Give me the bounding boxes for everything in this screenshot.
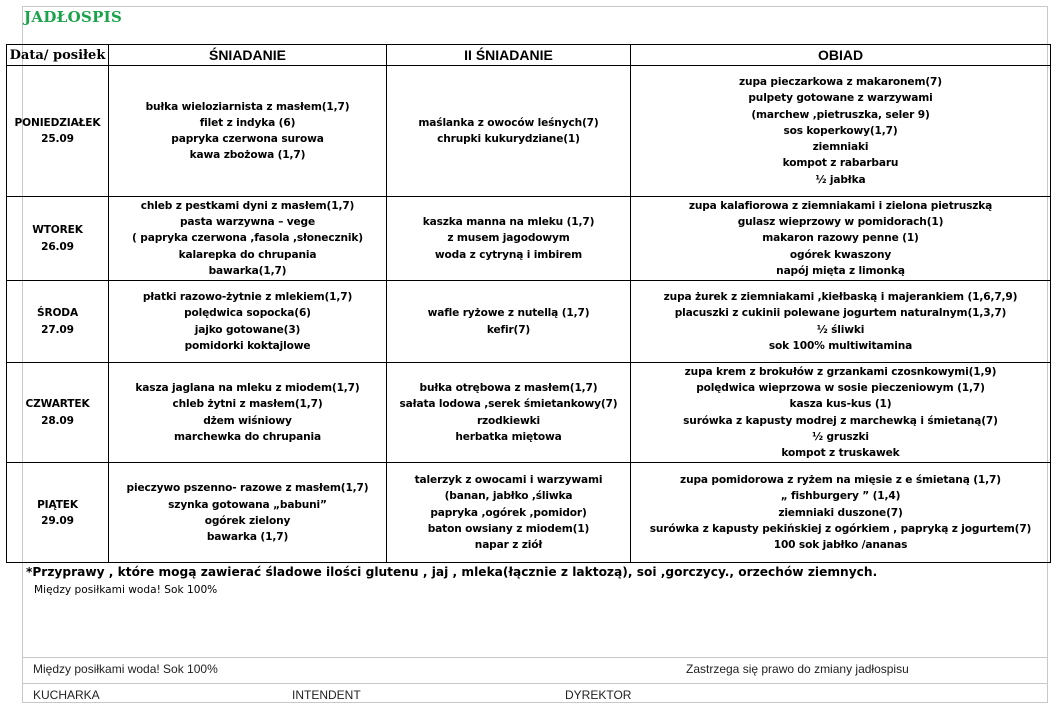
menu-item: ½ gruszki (812, 430, 869, 443)
day-date: 27.09 (41, 323, 74, 336)
menu-item: kawa zbożowa (1,7) (189, 149, 306, 162)
menu-item: bawarka (1,7) (206, 530, 289, 543)
menu-item: zupa pieczarkowa z makaronem(7) (739, 76, 942, 89)
menu-item: polędwica wieprzowa w sosie pieczeniowym (1,7) (696, 382, 985, 395)
menu-item: 100 sok jabłko /ananas (773, 539, 908, 552)
menu-item: bawarka(1,7) (208, 264, 287, 277)
day-name: PIĄTEK (37, 498, 78, 511)
second-breakfast-cell (387, 281, 631, 363)
breakfast-cell (109, 281, 387, 363)
day-cell (7, 66, 109, 197)
menu-item: papryka ,ogórek ,pomidor) (430, 506, 587, 519)
drinks-note: Między posiłkami woda! Sok 100% (34, 584, 218, 596)
menu-item: polędwica sopocka(6) (184, 307, 311, 320)
day-date: 28.09 (41, 414, 74, 427)
day-name: WTOREK (32, 224, 83, 237)
day-cell (7, 363, 109, 463)
day-date: 26.09 (41, 240, 74, 253)
header-row (7, 45, 1051, 66)
menu-item: papryka czerwona surowa (171, 133, 324, 145)
menu-item: surówka z kapusty pekińskiej z ogórkiem , papryką z jogurtem(7) (649, 522, 1032, 535)
day-cell (7, 281, 109, 363)
header-second-breakfast: II ŚNIADANIE (387, 45, 631, 66)
menu-item: płatki razowo-żytnie z mlekiem(1,7) (142, 291, 353, 304)
menu-item: bułka otrębowa z masłem(1,7) (419, 382, 598, 395)
menu-item: napój mięta z limonką (776, 264, 905, 277)
menu-item: (banan, jabłko ,śliwka (444, 490, 573, 503)
menu-item: pasta warzywna – vege (179, 216, 316, 229)
day-name: CZWARTEK (25, 398, 90, 411)
menu-item: zupa pomidorowa z ryżem na mięsie z e śmietaną (1,7) (680, 474, 1001, 487)
menu-item: sos koperkowy(1,7) (783, 124, 898, 137)
signature-cook: KUCHARKA (33, 688, 100, 702)
table-row (7, 463, 1051, 563)
menu-item: kompot z rabarbaru (782, 157, 899, 170)
menu-item: kaszka manna na mleku (1,7) (422, 216, 595, 229)
menu-item: ½ jabłka (815, 173, 866, 186)
menu-item: „ fishburgery ” (1,4) (780, 490, 901, 503)
menu-item: z musem jagodowym (447, 232, 570, 245)
table-row (7, 281, 1051, 363)
menu-item: surówka z kapusty modrej z marchewką i śmietaną(7) (683, 414, 998, 427)
menu-item: sałata lodowa ,serek śmietankowy(7) (399, 398, 618, 411)
menu-item: bułka wieloziarnista z masłem(1,7) (145, 100, 350, 113)
day-name: PONIEDZIAŁEK (14, 116, 101, 129)
menu-item: ½ śliwki (816, 323, 865, 336)
menu-item: talerzyk z owocami i warzywami (414, 474, 603, 487)
breakfast-cell (109, 66, 387, 197)
breakfast-cell (109, 363, 387, 463)
lunch-cell (631, 281, 1051, 363)
table-row (7, 66, 1051, 197)
change-note: Zastrzega się prawo do zmiany jadłospisu (686, 662, 909, 676)
day-date: 29.09 (41, 514, 74, 527)
menu-item: pulpety gotowane z warzywami (748, 92, 933, 105)
menu-item: zupa krem z brokułów z grzankami czosnkowymi(1,9) (684, 366, 997, 379)
menu-item: szynka gotowana „babuni” (168, 498, 327, 511)
table-row (7, 197, 1051, 281)
menu-item: pomidorki koktajlowe (184, 339, 311, 352)
menu-table (6, 44, 1051, 563)
header-day: Data/ posiłek (7, 45, 109, 66)
menu-item: napar z ziół (474, 539, 543, 552)
footer-divider (22, 657, 1048, 658)
day-cell (7, 463, 109, 563)
day-cell (7, 197, 109, 281)
menu-item: ( papryka czerwona ,fasola ,słonecznik) (132, 232, 363, 245)
signature-quartermaster: INTENDENT (292, 688, 361, 702)
signature-divider (22, 683, 1048, 684)
menu-item: maślanka z owoców leśnych(7) (418, 116, 599, 129)
drinks-note-secondary: Między posiłkami woda! Sok 100% (33, 662, 218, 676)
menu-item: kefir(7) (486, 323, 531, 336)
menu-item: woda z cytryną i imbirem (434, 248, 583, 261)
menu-item: herbatka miętowa (455, 430, 562, 443)
menu-item: makaron razowy penne (1) (762, 232, 919, 245)
menu-item: kasza jaglana na mleku z miodem(1,7) (135, 382, 360, 395)
menu-item: chleb żytni z masłem(1,7) (172, 398, 323, 411)
menu-item: wafle ryżowe z nutellą (1,7) (427, 307, 590, 320)
second-breakfast-cell (387, 363, 631, 463)
menu-item: kompot z truskawek (781, 447, 900, 460)
allergens-note: *Przyprawy , które mogą zawierać śladowe ilości glutenu , jaj , mleka(łącznie z laktozą), soi ,gorczycy., orzechów ziemnych. (26, 565, 878, 579)
menu-item: zupa żurek z ziemniakami ,kiełbaską i majerankiem (1,6,7,9) (663, 291, 1018, 304)
second-breakfast-cell (387, 197, 631, 281)
menu-item: jajko gotowane(3) (194, 323, 301, 336)
menu-item: rzodkiewki (476, 414, 541, 427)
day-date: 25.09 (41, 133, 74, 145)
menu-item: filet z indyka (6) (199, 116, 296, 129)
second-breakfast-cell (387, 66, 631, 197)
menu-item: gulasz wieprzowy w pomidorach(1) (737, 216, 944, 229)
menu-item: chleb z pestkami dyni z masłem(1,7) (140, 200, 355, 212)
header-lunch: OBIAD (631, 45, 1051, 66)
table-row (7, 363, 1051, 463)
signature-director: DYREKTOR (565, 688, 632, 702)
menu-item: kasza kus-kus (1) (789, 398, 892, 411)
lunch-cell (631, 66, 1051, 197)
menu-item: ogórek zielony (204, 514, 291, 527)
menu-item: sok 100% multiwitamina (768, 339, 913, 352)
menu-item: marchewka do chrupania (174, 430, 321, 443)
lunch-cell (631, 463, 1051, 563)
menu-item: baton owsiany z miodem(1) (427, 522, 590, 535)
menu-item: dżem wiśniowy (203, 414, 292, 427)
breakfast-cell (109, 197, 387, 281)
menu-item: kalarepka do chrupania (178, 248, 317, 261)
day-name: ŚRODA (36, 307, 79, 320)
lunch-cell (631, 197, 1051, 281)
menu-item: ogórek kwaszony (789, 248, 892, 261)
second-breakfast-cell (387, 463, 631, 563)
menu-item: (marchew ,pietruszka, seler 9) (751, 108, 930, 121)
menu-item: pieczywo pszenno- razowe z masłem(1,7) (126, 482, 369, 495)
breakfast-cell (109, 463, 387, 563)
menu-item: chrupki kukurydziane(1) (437, 133, 580, 145)
page-title: JADŁOSPIS (24, 8, 123, 26)
menu-item: ziemniaki (812, 141, 869, 154)
header-breakfast: ŚNIADANIE (109, 45, 387, 66)
menu-item: ziemniaki duszone(7) (778, 506, 903, 519)
menu-item: placuszki z cukinii polewane jogurtem naturalnym(1,3,7) (674, 307, 1007, 320)
menu-item: zupa kalafiorowa z ziemniakami i zielona pietruszką (688, 200, 993, 212)
lunch-cell (631, 363, 1051, 463)
